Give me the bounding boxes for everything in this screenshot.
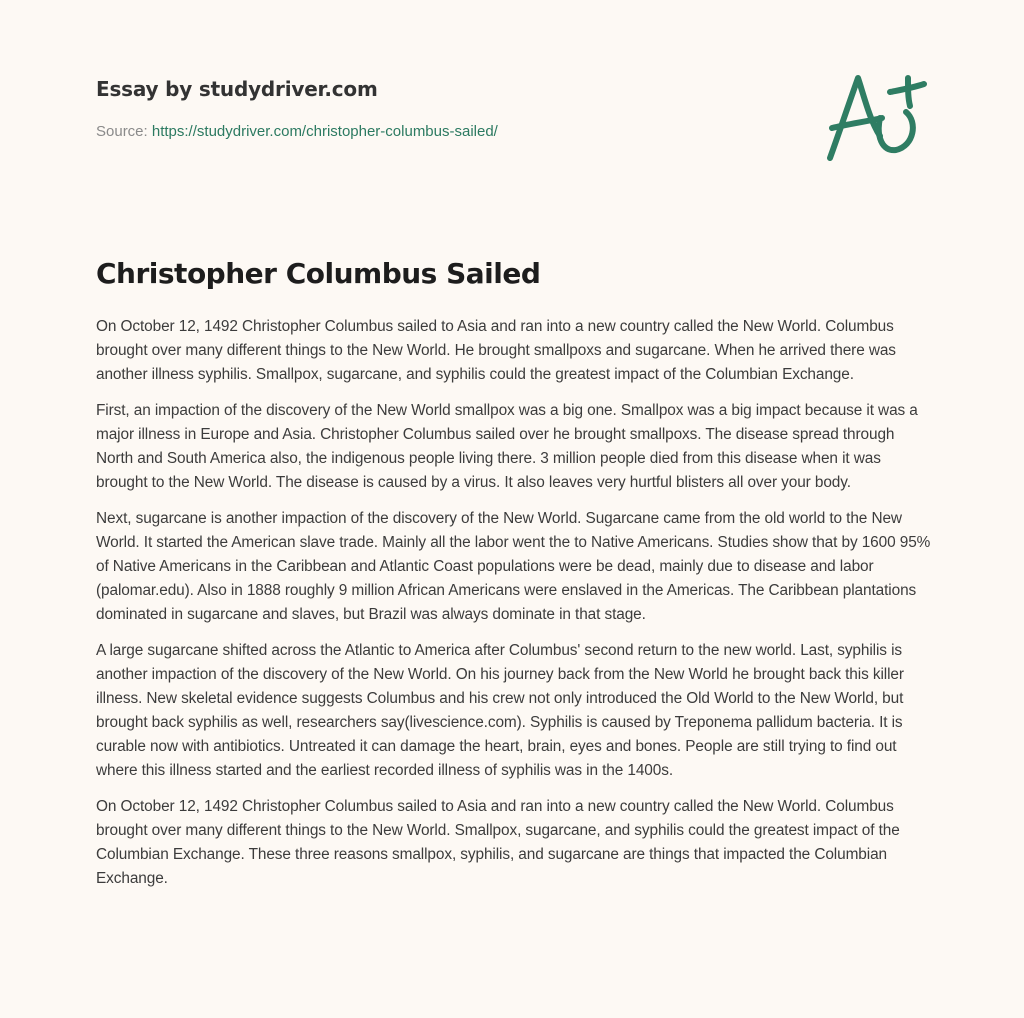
a-plus-grade-icon xyxy=(820,66,930,166)
essay-paragraph: On October 12, 1492 Christopher Columbus sailed to Asia and ran into a new country called the New World. Columbus brought over many different things to the New World. Smallpox, sugarcane, and syphilis could the greatest impact of the Columbian Exchange. These three reasons smallpox, syphilis, and sugarcane are things that impacted the Columbian Exchange. xyxy=(96,798,900,887)
source-line xyxy=(96,122,498,142)
essay-paragraph: Next, sugarcane is another impaction of the discovery of the New World. Sugarcane came from the old world to the New World. It started the American slave trade. Mainly all the labor went the to Native Americans. Studies show that by 1600 95% of Native Americans in the Caribbean and Atlantic Coast populations were be dead, mainly due to disease and labor (palomar.edu). Also in 1888 roughly 9 million African Americans were enslaved in the Americas. The Caribbean plantations dominated in sugarcane and slaves, but Brazil was always dominate in that stage. xyxy=(96,510,931,623)
essay-paragraph: First, an impaction of the discovery of the New World smallpox was a big one. Smallpox was a big impact because it was a major illness in Europe and Asia. Christopher Columbus sailed over he brought smallpoxs. The disease spread through North and South America also, the indigenous people living there. 3 million people died from this disease when it was brought to the New World. The disease is caused by a virus. It also leaves very hurtful blisters all over your body. xyxy=(96,402,918,491)
source-link[interactable]: https://studydriver.com/christopher-columbus-sailed/ xyxy=(151,123,498,140)
essay-paragraph: On October 12, 1492 Christopher Columbus sailed to Asia and ran into a new country called the New World. Columbus brought over many different things to the New World. He brought smallpoxs and sugarcane. When he arrived there was another illness syphilis. Smallpox, sugarcane, and syphilis could the greatest impact of the Columbian Exchange. xyxy=(96,318,896,383)
essay-body xyxy=(96,315,932,903)
site-title: Essay by studydriver.com xyxy=(96,77,378,101)
source-label: Source: xyxy=(96,123,148,140)
essay-header xyxy=(96,74,498,142)
essay-paragraph: A large sugarcane shifted across the Atlantic to America after Columbus' second return to the new world. Last, syphilis is another impaction of the discovery of the New World. On his journey back from the New World he brought back this killer illness. New skeletal evidence suggests Columbus and his crew not only introduced the Old World to the New World, but brought back syphilis as well, researchers say(livescience.com). Syphilis is caused by Treponema pallidum bacteria. It is curable now with antibiotics. Untreated it can damage the heart, brain, eyes and bones. People are still trying to find out where this illness started and the earliest recorded illness of syphilis was in the 1400s. xyxy=(96,642,904,779)
page-title: Christopher Columbus Sailed xyxy=(96,257,541,290)
